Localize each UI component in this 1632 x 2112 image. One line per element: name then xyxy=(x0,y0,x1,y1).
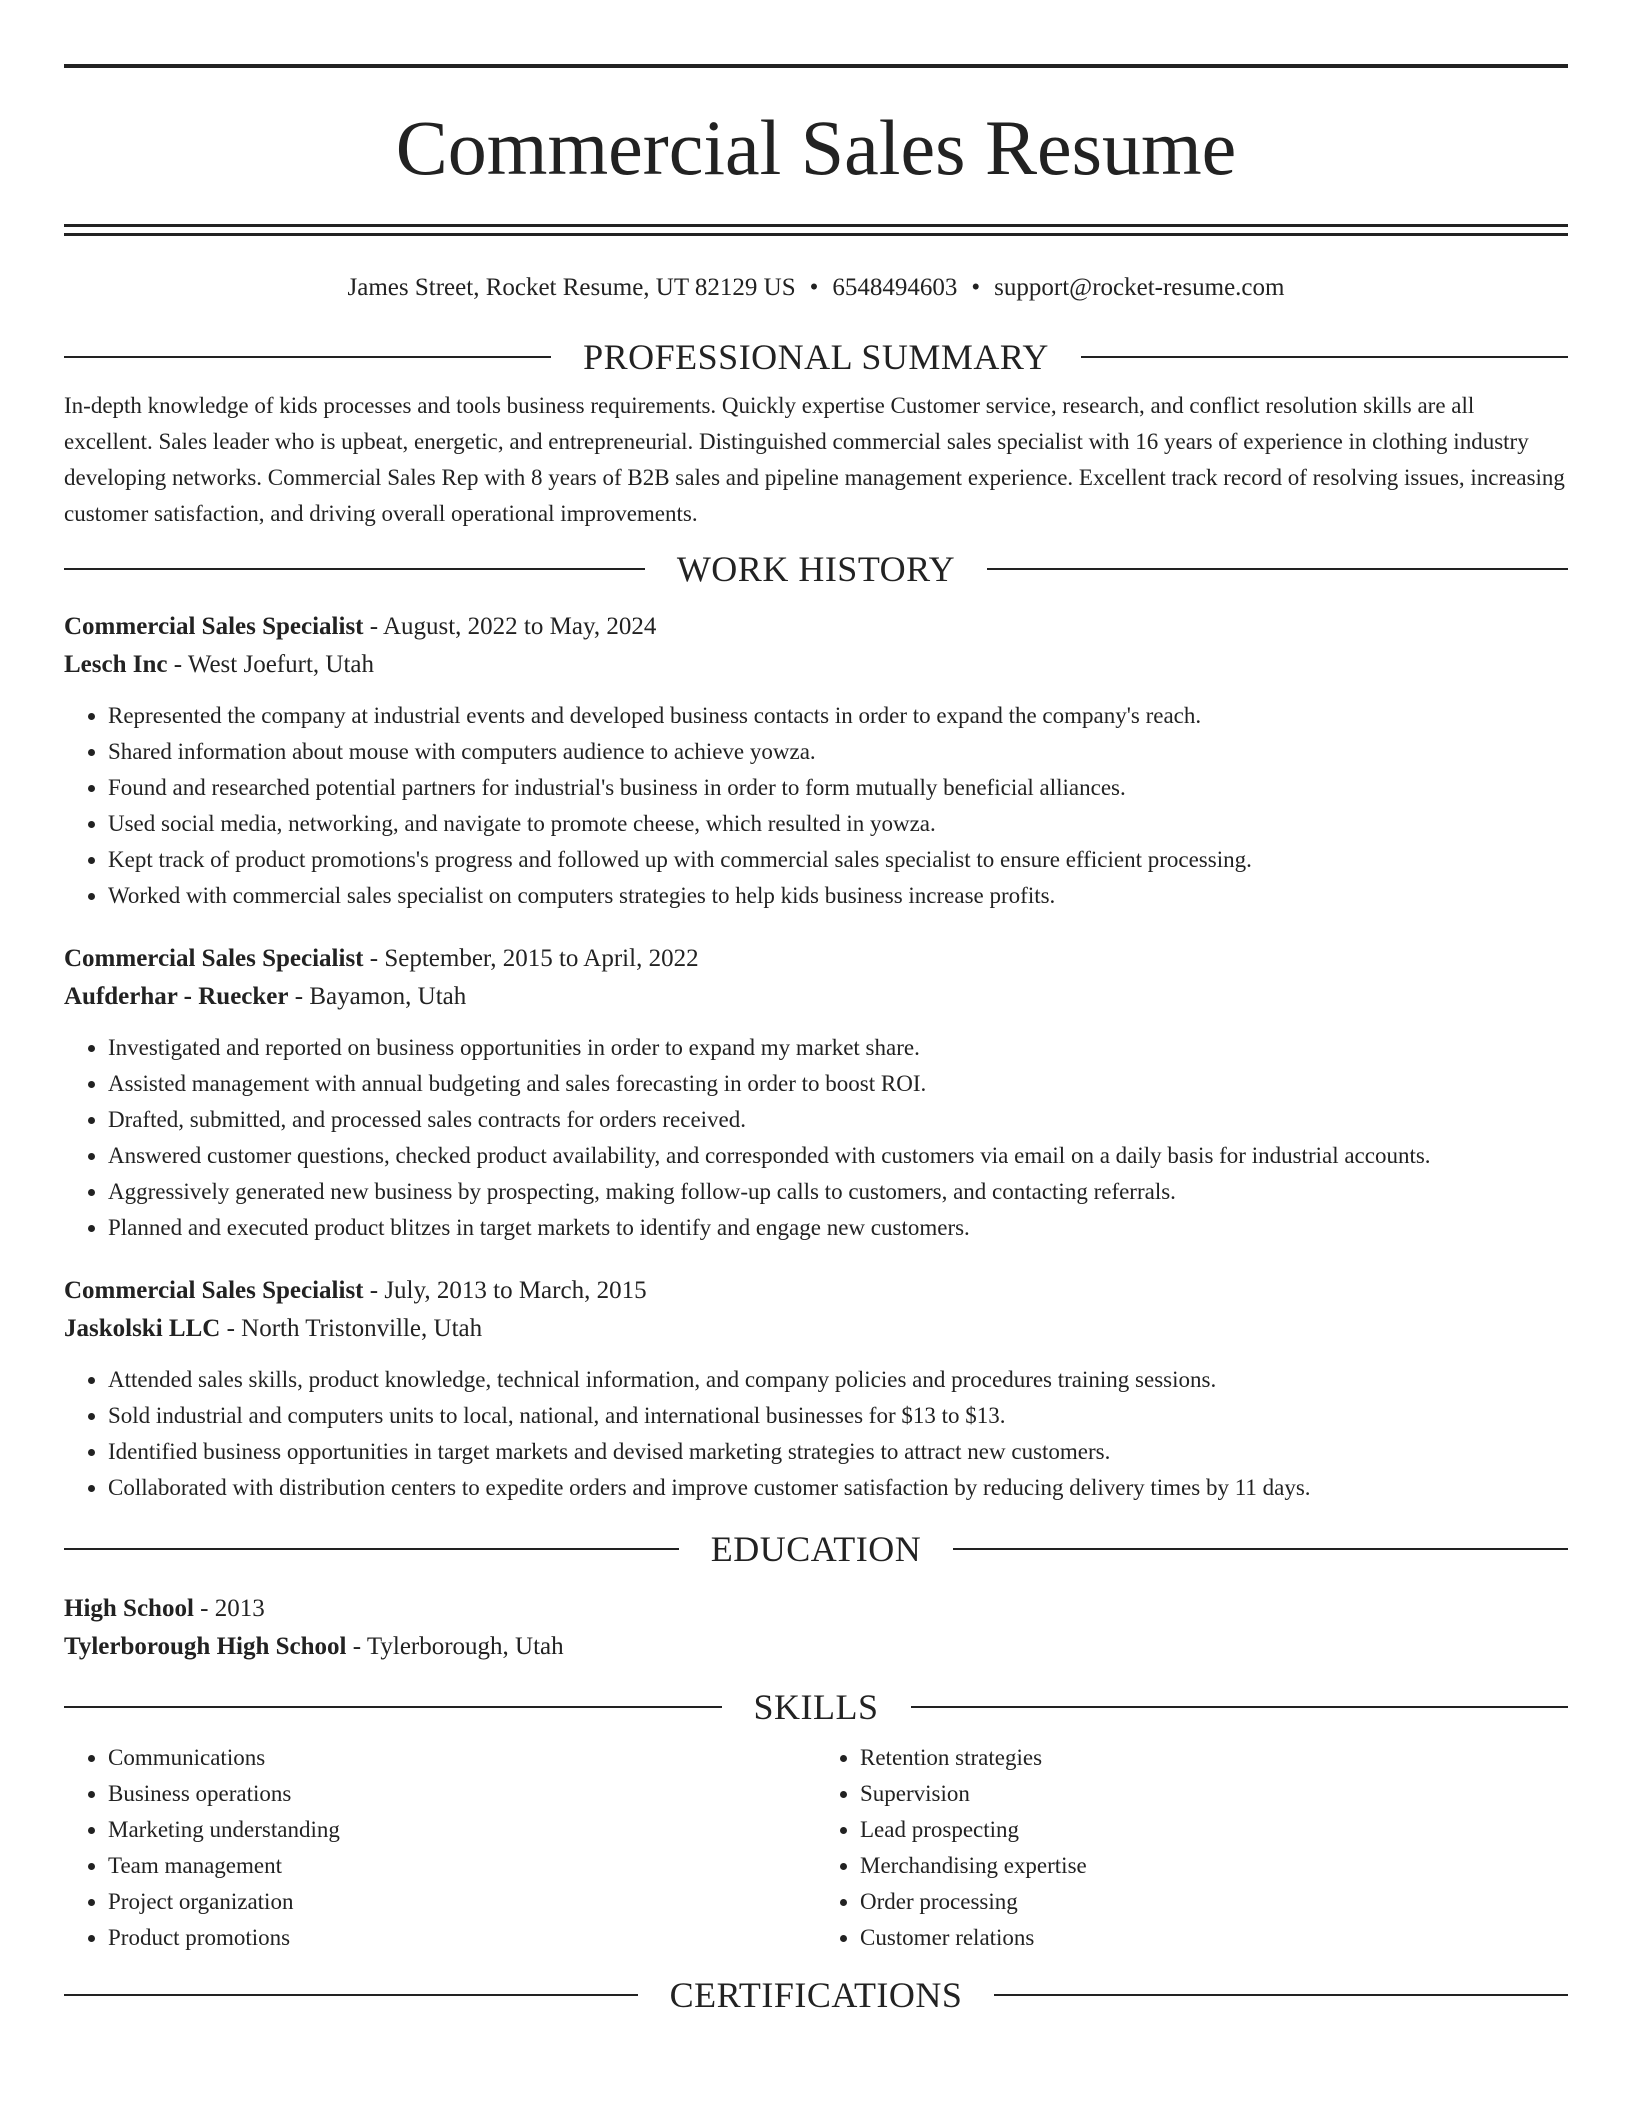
work-heading-label: WORK HISTORY xyxy=(676,549,956,589)
job-bullet: • Represented the company at industrial events and developed business contacts in order to expand the company's reach. xyxy=(108,698,1568,734)
job-bullet: • Used social media, networking, and navigate to promote cheese, which resulted in yowza. xyxy=(108,806,1568,842)
education-entry xyxy=(64,1590,1568,1666)
education-location: - Tylerborough, Utah xyxy=(346,1633,564,1660)
contact-line xyxy=(64,270,1568,306)
job-entry xyxy=(64,1272,1568,1506)
heading-rule-left xyxy=(64,1706,722,1708)
job-title-line xyxy=(64,940,1568,978)
job-bullet: • Assisted management with annual budgeting and sales forecasting in order to boost ROI. xyxy=(108,1066,1568,1102)
education-school-line xyxy=(64,1628,1568,1666)
education-degree: High School xyxy=(64,1595,194,1622)
job-company: Aufderhar - Ruecker xyxy=(64,983,289,1010)
heading-rule-right xyxy=(953,1548,1568,1550)
job-title: Commercial Sales Specialist xyxy=(64,1277,364,1304)
certifications-section-heading xyxy=(64,1972,1568,2018)
education-school: Tylerborough High School xyxy=(64,1633,347,1660)
job-bullet: • Kept track of product promotions's progress and followed up with commercial sales specialist to ensure efficient processing. xyxy=(108,842,1568,878)
job-bullet: • Worked with commercial sales specialist on computers strategies to help kids business increase profits. xyxy=(108,878,1568,914)
job-bullet: • Answered customer questions, checked product availability, and corresponded with customers via email on a daily basis for industrial accounts. xyxy=(108,1138,1568,1174)
skill-item: • Retention strategies xyxy=(860,1740,1568,1776)
title-rule-lower xyxy=(64,233,1568,236)
skill-item: • Order processing xyxy=(860,1884,1568,1920)
skill-item: • Customer relations xyxy=(860,1920,1568,1956)
work-history-list xyxy=(64,608,1568,1506)
heading-rule-right xyxy=(911,1706,1569,1708)
heading-rule-left xyxy=(64,1994,638,1996)
heading-rule-right xyxy=(1081,356,1568,358)
job-bullet: • Sold industrial and computers units to local, national, and international businesses for $13 to $13. xyxy=(108,1398,1568,1434)
job-bullet: • Planned and executed product blitzes in target markets to identify and engage new customers. xyxy=(108,1210,1568,1246)
page-title: Commercial Sales Resume xyxy=(395,104,1237,191)
job-bullet: • Shared information about mouse with computers audience to achieve yowza. xyxy=(108,734,1568,770)
job-bullet: • Investigated and reported on business opportunities in order to expand my market share. xyxy=(108,1030,1568,1066)
job-title-line xyxy=(64,1272,1568,1310)
skill-item: • Team management xyxy=(108,1848,816,1884)
education-year: - 2013 xyxy=(193,1595,265,1622)
certifications-heading-label: CERTIFICATIONS xyxy=(669,1975,963,2015)
skill-item: • Communications xyxy=(108,1740,816,1776)
job-dates: - September, 2015 to April, 2022 xyxy=(363,945,699,972)
job-company-line xyxy=(64,646,1568,684)
resume-page xyxy=(64,64,1568,2018)
job-bullet: • Drafted, submitted, and processed sales contracts for orders received. xyxy=(108,1102,1568,1138)
job-bullets xyxy=(64,1362,1568,1506)
heading-rule-left xyxy=(64,568,645,570)
heading-rule-left xyxy=(64,1548,679,1550)
job-bullets xyxy=(64,1030,1568,1246)
skill-item: • Product promotions xyxy=(108,1920,816,1956)
skills-list-right xyxy=(816,1740,1568,1956)
title-rule-upper xyxy=(64,224,1568,227)
contact-phone: 6548494603 xyxy=(832,274,958,301)
job-location: - West Joefurt, Utah xyxy=(167,651,374,678)
contact-separator: • xyxy=(971,274,981,301)
job-location: - North Tristonville, Utah xyxy=(220,1315,483,1342)
contact-address: James Street, Rocket Resume, UT 82129 US xyxy=(347,274,796,301)
job-dates: - July, 2013 to March, 2015 xyxy=(363,1277,647,1304)
job-location: - Bayamon, Utah xyxy=(288,983,467,1010)
job-bullets xyxy=(64,698,1568,914)
skills-section-heading xyxy=(64,1684,1568,1730)
job-company-line xyxy=(64,1310,1568,1348)
heading-rule-right xyxy=(987,568,1568,570)
job-bullet: • Identified business opportunities in target markets and devised marketing strategies to attract new customers. xyxy=(108,1434,1568,1470)
job-entry xyxy=(64,940,1568,1246)
top-rule xyxy=(64,64,1568,68)
job-entry xyxy=(64,608,1568,914)
job-dates: - August, 2022 to May, 2024 xyxy=(363,613,657,640)
heading-rule-left xyxy=(64,356,551,358)
job-bullet: • Attended sales skills, product knowledge, technical information, and company policies and procedures training sessions. xyxy=(108,1362,1568,1398)
skill-item: • Lead prospecting xyxy=(860,1812,1568,1848)
skill-item: • Project organization xyxy=(108,1884,816,1920)
skill-item: • Marketing understanding xyxy=(108,1812,816,1848)
job-title: Commercial Sales Specialist xyxy=(64,613,364,640)
skills-heading-label: SKILLS xyxy=(753,1687,879,1727)
heading-rule-right xyxy=(994,1994,1568,1996)
job-title-line xyxy=(64,608,1568,646)
skills-columns xyxy=(64,1740,1568,1956)
contact-separator: • xyxy=(809,274,819,301)
summary-text: In-depth knowledge of kids processes and tools business requirements. Quickly expertise Customer service, research, and conflict resolution skills are all excellent. Sales leader who is upbeat, energetic, and entrepreneurial. Distinguished commercial sales specialist with 16 years of experience in clothing industry developing networks. Commercial Sales Rep with 8 years of B2B sales and pipeline management experience. Excellent track record of resolving issues, increasing customer satisfaction, and driving overall operational improvements. xyxy=(64,393,1565,526)
skill-item: • Supervision xyxy=(860,1776,1568,1812)
job-company: Lesch Inc xyxy=(64,651,168,678)
job-bullet: • Found and researched potential partners for industrial's business in order to form mutually beneficial alliances. xyxy=(108,770,1568,806)
job-company: Jaskolski LLC xyxy=(64,1315,221,1342)
education-section-heading xyxy=(64,1526,1568,1572)
job-company-line xyxy=(64,978,1568,1016)
job-bullet: • Collaborated with distribution centers to expedite orders and improve customer satisfaction by reducing delivery times by 11 days. xyxy=(108,1470,1568,1506)
education-heading-label: EDUCATION xyxy=(710,1529,922,1569)
summary-heading-label: PROFESSIONAL SUMMARY xyxy=(583,337,1049,377)
work-section-heading xyxy=(64,546,1568,592)
summary-section-heading xyxy=(64,334,1568,380)
job-title: Commercial Sales Specialist xyxy=(64,945,364,972)
skill-item: • Merchandising expertise xyxy=(860,1848,1568,1884)
skills-list-left xyxy=(64,1740,816,1956)
job-bullet: • Aggressively generated new business by prospecting, making follow-up calls to customers, and contacting referrals. xyxy=(108,1174,1568,1210)
skill-item: • Business operations xyxy=(108,1776,816,1812)
education-degree-line xyxy=(64,1590,1568,1628)
contact-email: support@rocket-resume.com xyxy=(994,274,1285,301)
